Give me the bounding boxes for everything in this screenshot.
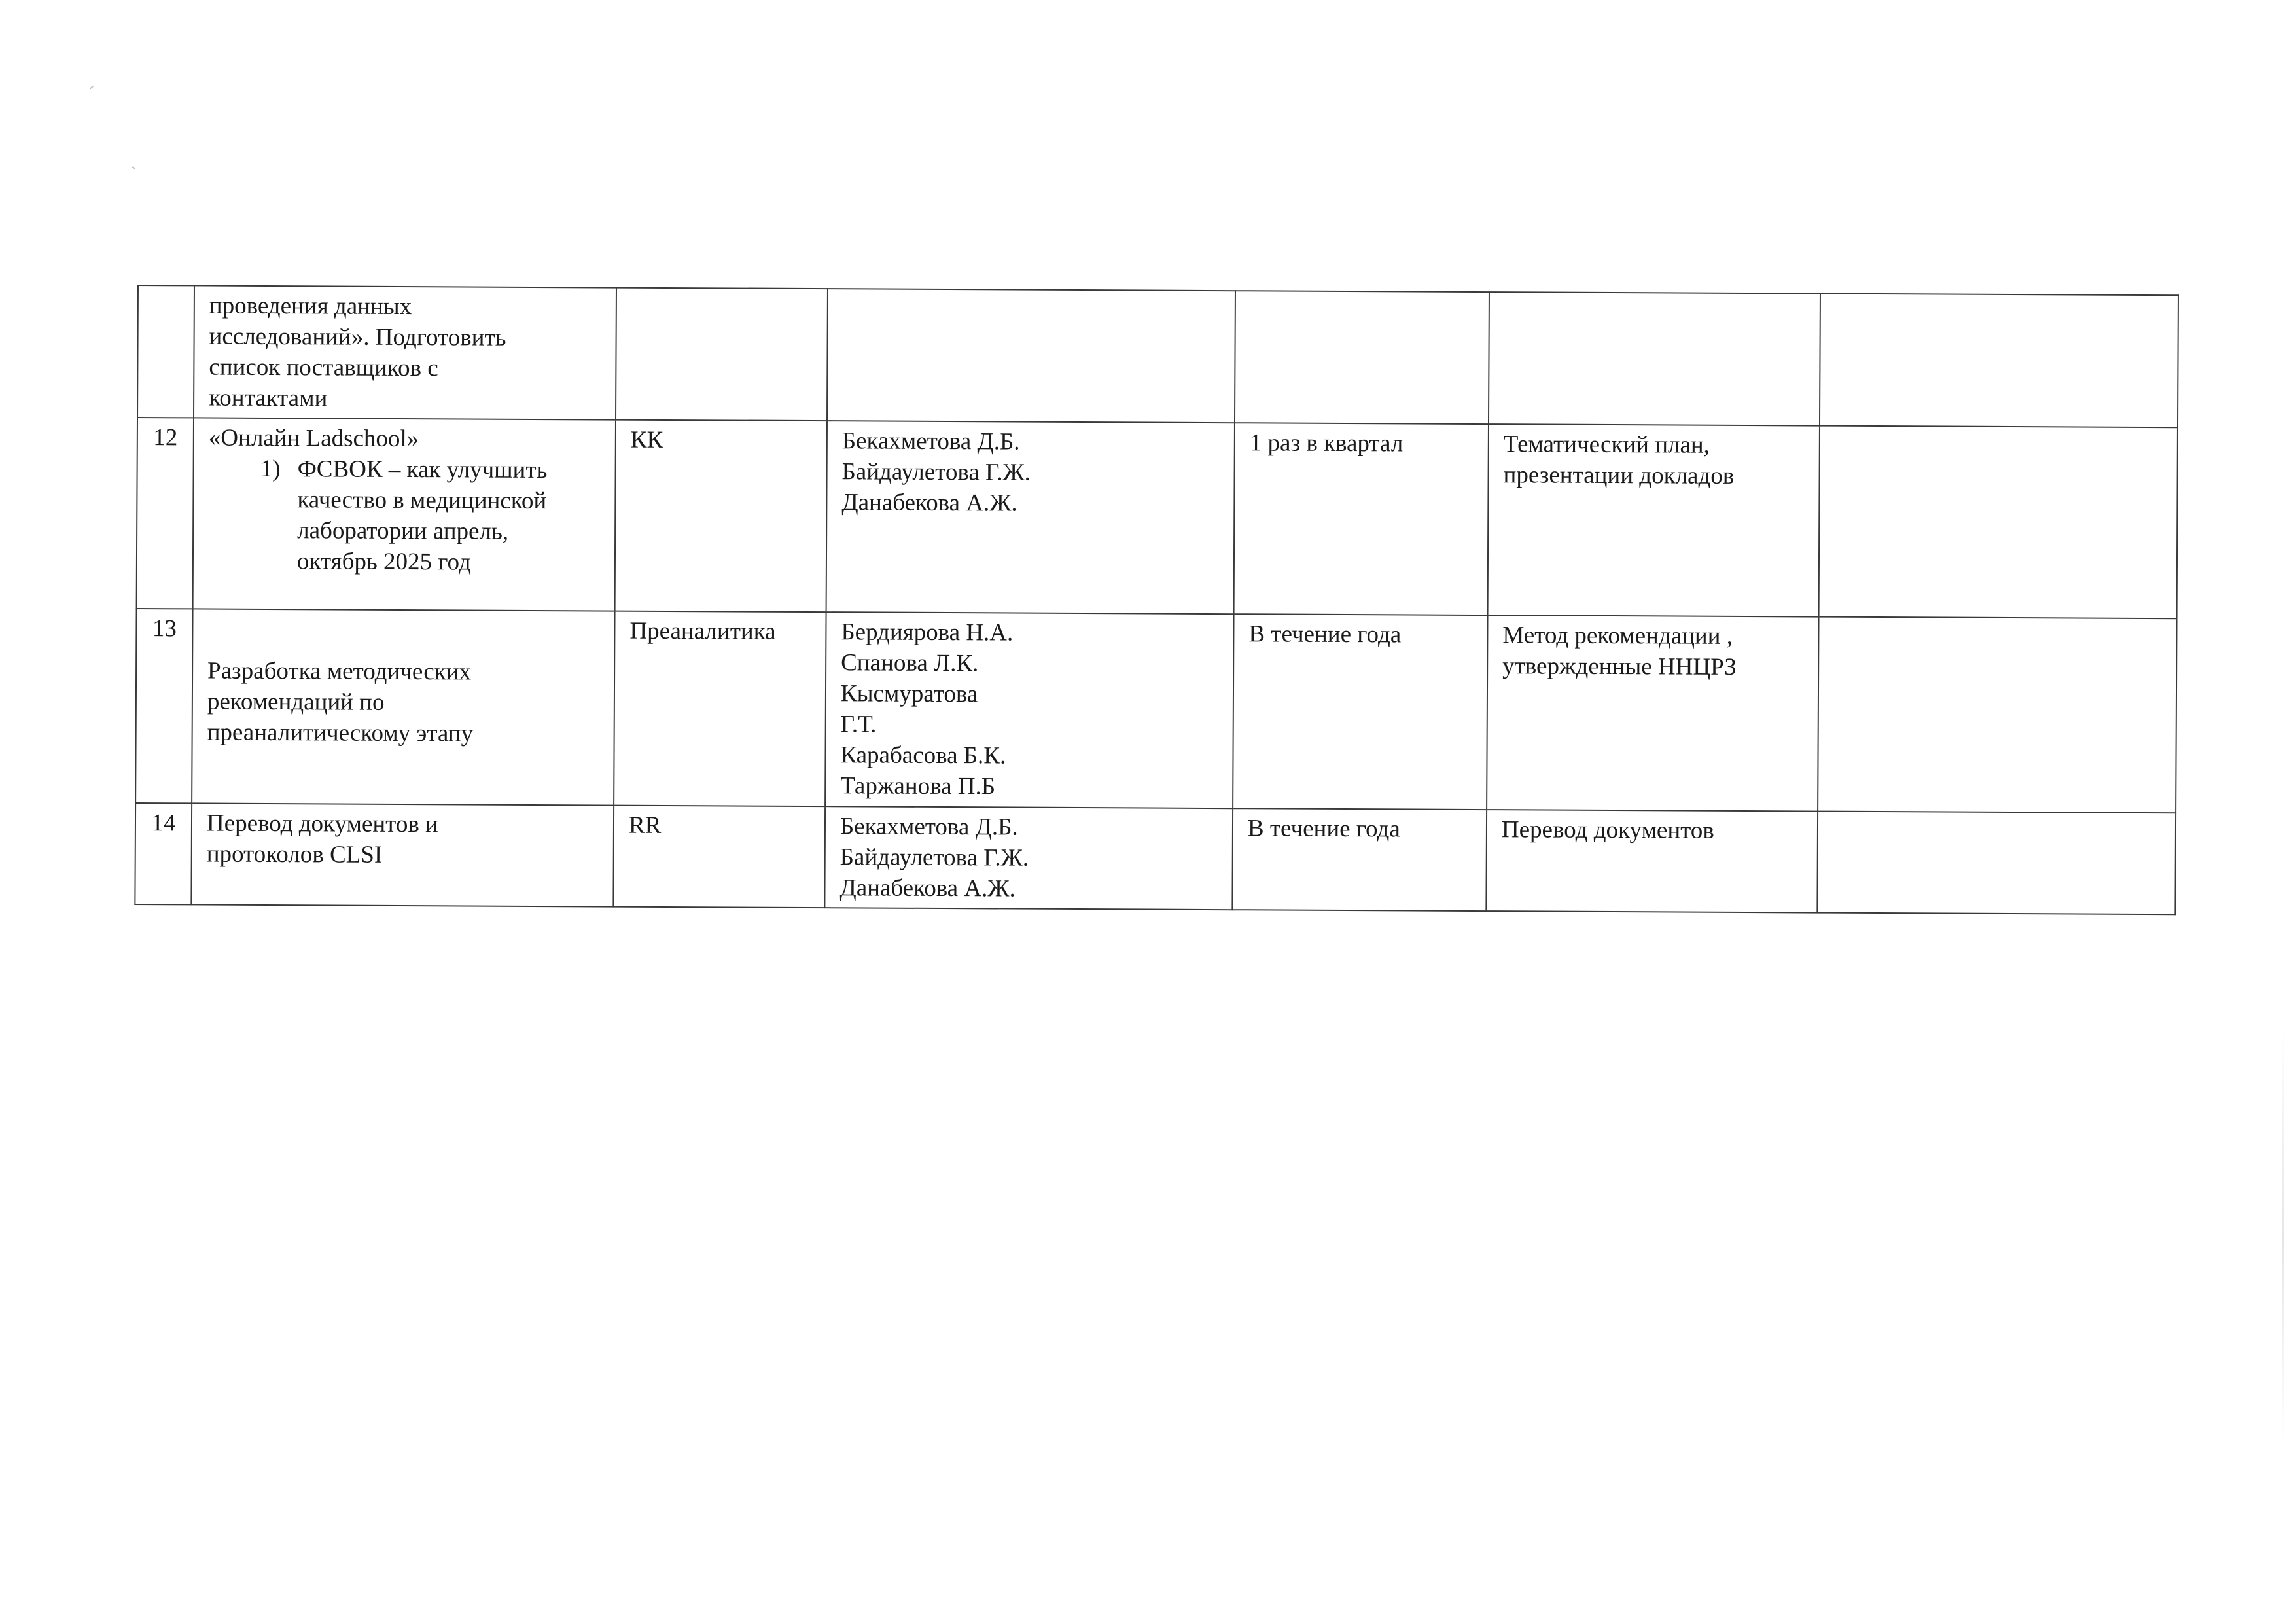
event-cell [194,285,616,419]
plan-table [134,285,2179,915]
scan-speck: ˴ [131,156,137,176]
row-number: 14 [135,803,192,904]
event-line: лаборатории апрель, [297,517,509,545]
executors-cell [827,289,1235,423]
result-cell [1488,424,1820,616]
executor-name: Бердиярова Н.А. [841,618,1014,647]
table-row [137,285,2178,427]
row-number: 12 [137,418,194,609]
list-item-text [297,454,548,578]
scan-speck: ˊ [88,84,95,104]
event-line: октябрь 2025 год [296,548,471,576]
result-cell [1486,810,1818,912]
event-line: проведения данных [209,292,412,321]
executors-cell [824,806,1233,910]
scan-edge-shadow [2282,1027,2284,1446]
executor-name: Бекахметова Д.Б. [841,427,1020,455]
result-line: Перевод документов [1501,816,1714,844]
event-line: Перевод документов и [206,810,438,838]
executor-name: Байдаулетова Г.Ж. [839,844,1029,872]
note-cell [1818,617,2176,813]
event-cell [193,418,616,611]
event-line: исследований». Подготовить [209,323,506,351]
event-line: протоколов CLSI [206,840,383,868]
executor-name: Спанова Л.К. [841,649,979,677]
event-list-item [208,454,601,579]
table-row [135,803,2176,914]
responsible-unit-cell: RR [613,806,825,908]
executor-name: Байдаулетова Г.Ж. [841,458,1031,486]
result-line: Метод рекомендации , [1502,622,1733,650]
event-line: контактами [209,384,328,412]
executor-name: Таржанова П.Б [840,772,996,800]
note-cell [1819,426,2178,619]
result-line: презентации докладов [1503,461,1735,490]
result-line: утвержденные ННЦРЗ [1502,652,1737,681]
table-row [137,418,2178,618]
period-cell: В течение года [1232,808,1487,911]
event-line: Разработка методических [207,657,472,686]
executors-cell [825,612,1233,808]
result-cell [1489,292,1820,425]
executor-name: Карабасова Б.К. [840,741,1006,770]
executor-name: Данабекова А.Ж. [841,489,1017,517]
responsible-unit-cell: КК [615,420,827,613]
period-cell: 1 раз в квартал [1234,423,1489,615]
row-number: 13 [135,609,192,803]
executor-name: Данабекова А.Ж. [839,874,1016,902]
responsible-unit-cell: Преаналитика [614,611,826,807]
executor-name: Кысмуратова [840,680,978,708]
executor-name: Бекахметова Д.Б. [839,813,1018,841]
executors-cell [826,421,1235,614]
result-line: Тематический план, [1503,431,1710,459]
executor-name: Г.Т. [840,711,877,738]
event-line: рекомендаций по [207,688,385,716]
row-number [137,285,194,418]
event-cell [191,803,614,906]
event-line: список поставщиков с [209,353,438,382]
event-line: преаналитическому этапу [207,719,474,747]
event-title: «Онлайн Ladschool» [208,424,419,453]
period-cell [1235,291,1489,424]
result-cell [1487,615,1818,811]
event-line: качество в медицинской [297,486,547,515]
list-marker: 1) [260,455,281,483]
period-cell: В течение года [1233,614,1487,810]
note-cell [1820,294,2178,428]
responsible-unit-cell [616,288,828,421]
event-line: ФСВОК – как улучшить [297,455,548,484]
table-row [135,609,2176,813]
note-cell [1817,812,2176,915]
event-cell [192,609,614,805]
